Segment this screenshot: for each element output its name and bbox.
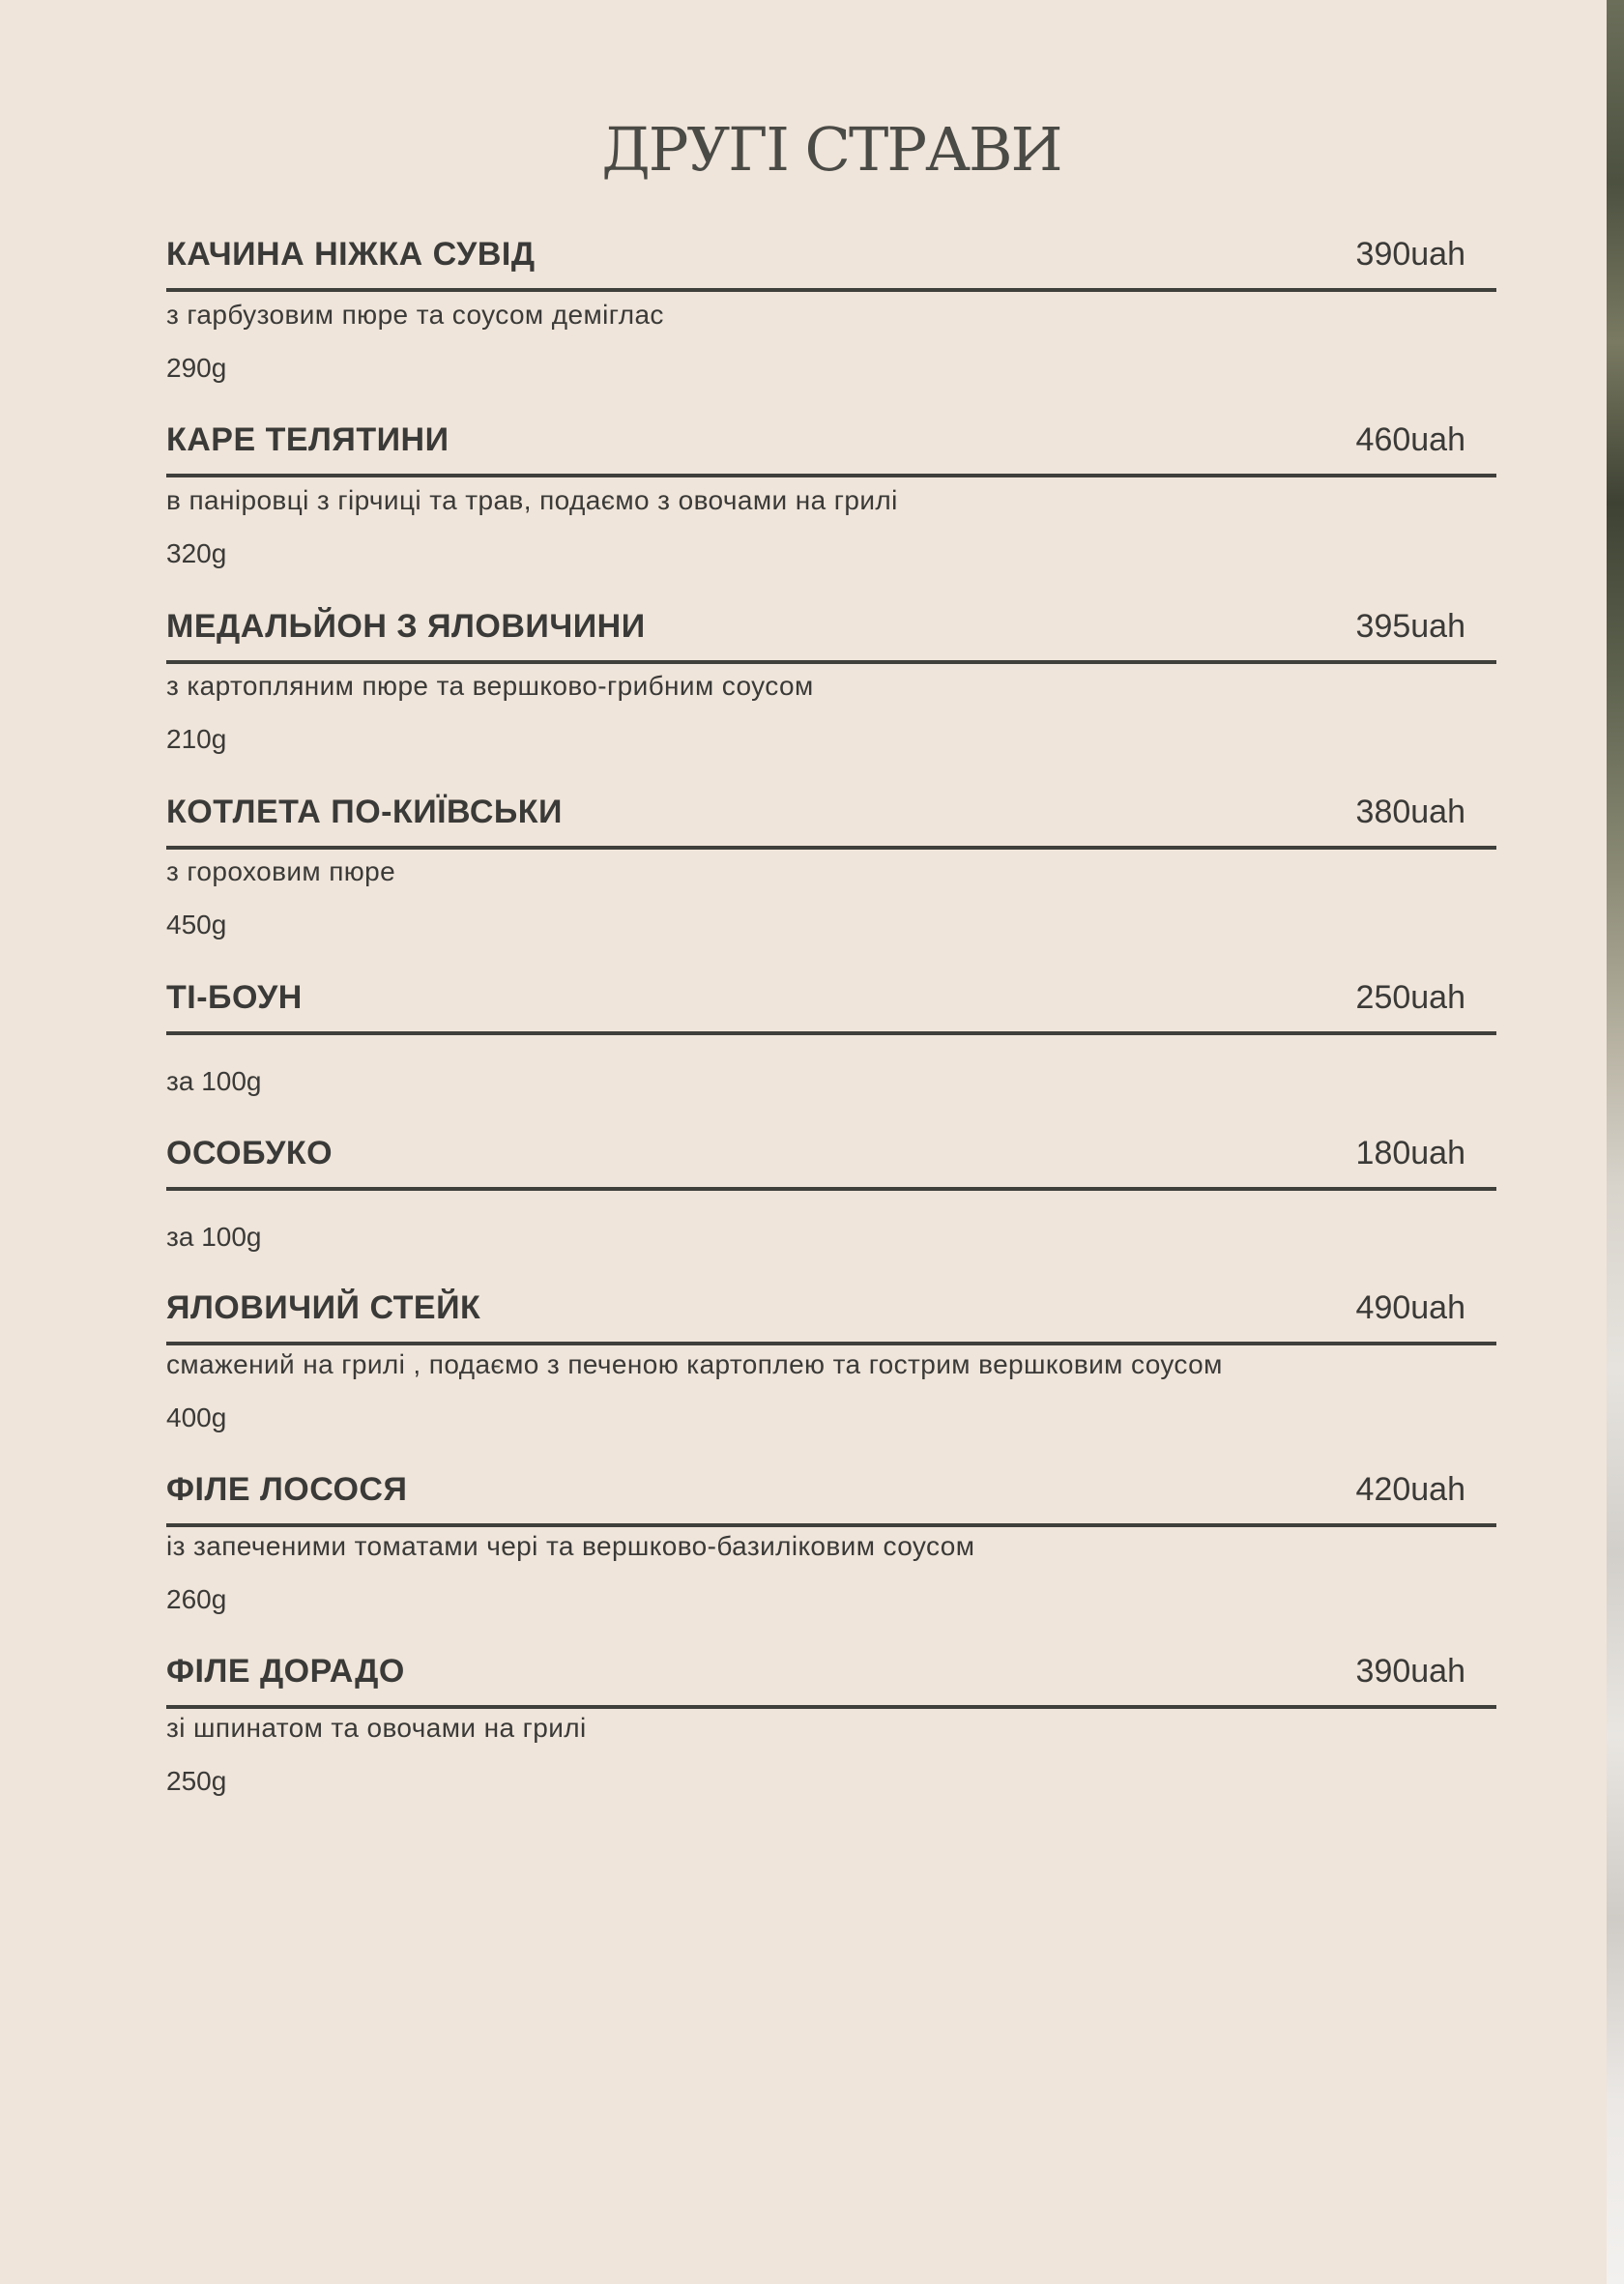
menu-item-header <box>166 602 1496 664</box>
menu-item-header <box>166 1465 1496 1527</box>
menu-item <box>166 973 1496 1096</box>
menu-item-header <box>166 973 1496 1035</box>
menu-item-name: ФІЛЕ ДОРАДО <box>166 1653 405 1690</box>
menu-item-name: ФІЛЕ ЛОСОСЯ <box>166 1471 408 1508</box>
menu-item-header <box>166 230 1496 292</box>
menu-item-header <box>166 1647 1496 1709</box>
menu-item-weight: 210g <box>166 724 227 754</box>
menu-item-price: 490uah <box>1355 1289 1465 1326</box>
menu-item-weight: 400g <box>166 1402 227 1432</box>
menu-item-header <box>166 1284 1496 1345</box>
menu-item-name: МЕДАЛЬЙОН З ЯЛОВИЧИНИ <box>166 608 646 645</box>
menu-item <box>166 1465 1496 1614</box>
menu-item-weight: 450g <box>166 910 227 940</box>
menu-item-header <box>166 1129 1496 1191</box>
menu-item-name: КАЧИНА НІЖКА СУВІД <box>166 236 536 273</box>
menu-item-price: 180uah <box>1355 1135 1465 1171</box>
menu-item-description: з гороховим пюре <box>166 856 396 886</box>
menu-item-header <box>166 416 1496 477</box>
background-photo-edge <box>1607 0 1624 2284</box>
menu-item-price: 390uah <box>1355 236 1465 273</box>
menu-item-weight: 260g <box>166 1584 227 1614</box>
menu-item-price: 460uah <box>1355 421 1465 458</box>
menu-item-price: 420uah <box>1355 1471 1465 1508</box>
page-title: ДРУГІ СТРАВИ <box>601 114 1061 185</box>
menu-item-weight: за 100g <box>166 1222 262 1252</box>
menu-item <box>166 416 1496 568</box>
menu-item <box>166 1284 1496 1432</box>
menu-item-header <box>166 788 1496 850</box>
menu-item-name: ЯЛОВИЧИЙ СТЕЙК <box>166 1289 481 1326</box>
menu-item-description: смажений на грилі , подаємо з печеною картоплею та гострим вершковим соусом <box>166 1349 1223 1379</box>
menu-item <box>166 788 1496 940</box>
menu-item <box>166 602 1496 754</box>
menu-item-description: із запеченими томатами чері та вершково-базиліковим соусом <box>166 1531 975 1561</box>
menu-item <box>166 1647 1496 1796</box>
menu-item-price: 250uah <box>1355 979 1465 1016</box>
menu-item-weight: за 100g <box>166 1066 262 1096</box>
menu-item-description: з гарбузовим пюре та соусом деміглас <box>166 300 664 330</box>
menu-item-price: 390uah <box>1355 1653 1465 1690</box>
menu-item <box>166 1129 1496 1252</box>
menu-item-name: ОСОБУКО <box>166 1135 334 1171</box>
menu-item-description: зі шпинатом та овочами на грилі <box>166 1713 587 1743</box>
menu-item-description: з картопляним пюре та вершково-грибним соусом <box>166 671 814 701</box>
menu-item <box>166 230 1496 383</box>
menu-item-description: в паніровці з гірчиці та трав, подаємо з овочами на грилі <box>166 485 898 515</box>
menu-item-name: КОТЛЕТА ПО-КИЇВСЬКИ <box>166 794 563 830</box>
menu-item-price: 380uah <box>1355 794 1465 830</box>
menu-item-weight: 320g <box>166 538 227 568</box>
menu-item-weight: 250g <box>166 1766 227 1796</box>
menu-item-name: ТІ-БОУН <box>166 979 303 1016</box>
menu-item-price: 395uah <box>1355 608 1465 645</box>
menu-item-name: КАРЕ ТЕЛЯТИНИ <box>166 421 450 458</box>
menu-item-weight: 290g <box>166 353 227 383</box>
